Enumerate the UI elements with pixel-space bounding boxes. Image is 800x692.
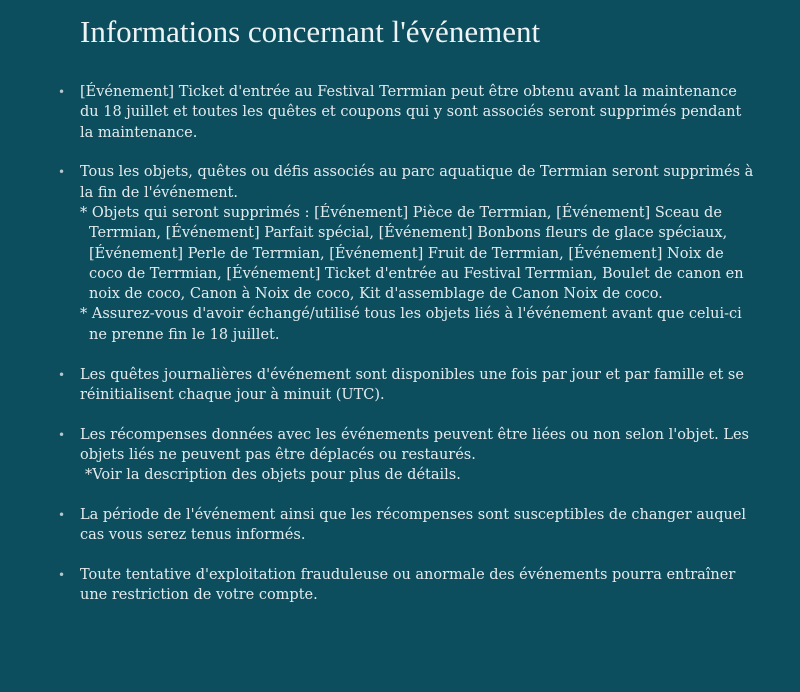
- list-item: [0, 565, 800, 606]
- bullet-icon: •: [58, 367, 66, 382]
- list-item: [0, 365, 800, 406]
- notice-note: *Voir la description des objets pour plus de détails.: [85, 467, 461, 484]
- notice-text: La période de l'événement ainsi que les récompenses sont susceptibles de changer auquel cas vous serez tenus informés.: [80, 507, 747, 544]
- bullet-icon: •: [58, 427, 66, 442]
- notice-note: * Assurez-vous d'avoir échangé/utilisé tous les objets liés à l'événement avant que celui-ci ne prenne fin le 18 juillet.: [80, 306, 742, 343]
- list-item: [0, 425, 800, 486]
- notice-text: Les récompenses données avec les événements peuvent être liées ou non selon l'objet. Les objets liés ne peuvent pas être déplacés ou restaurés.: [80, 426, 749, 463]
- notice-text: Les quêtes journalières d'événement sont disponibles une fois par jour et par famille et se réinitialisent chaque jour à minuit (UTC).: [80, 366, 744, 403]
- notice-note: * Objets qui seront supprimés : [Événement] Pièce de Terrmian, [Événement] Sceau de Terrmian, [Événement] Parfait spécial, [Événement] Bonbons fleurs de glace spéciaux, [Événement] Perle de Terrmian, [Événement] Fruit de Terrmian, [Événement] Noix de coco de Terrmian, [Événement] Ticket d'entrée au Festival Terrmian, Boulet de canon en noix de coco, Canon à Noix de coco, Kit d'assemblage de Canon Noix de coco.: [80, 204, 744, 303]
- bullet-icon: •: [58, 508, 66, 523]
- notice-list: [0, 82, 800, 625]
- page-title: Informations concernant l'événement: [80, 14, 541, 49]
- list-item: [0, 162, 800, 345]
- bullet-icon: •: [58, 85, 66, 99]
- notice-text: [Événement] Ticket d'entrée au Festival Terrmian peut être obtenu avant la maintenance du 18 juillet et toutes les quêtes et coupons qui y sont associés seront supprimés pendant la maintenance.: [80, 84, 742, 141]
- list-item: [0, 82, 800, 143]
- bullet-icon: •: [58, 165, 66, 180]
- notice-text: Tous les objets, quêtes ou défis associés au parc aquatique de Terrmian seront supprimés à la fin de l'événement.: [80, 164, 754, 201]
- bullet-icon: •: [58, 568, 66, 583]
- notice-text: Toute tentative d'exploitation frauduleuse ou anormale des événements pourra entraîner une restriction de votre compte.: [80, 567, 736, 604]
- list-item: [0, 505, 800, 546]
